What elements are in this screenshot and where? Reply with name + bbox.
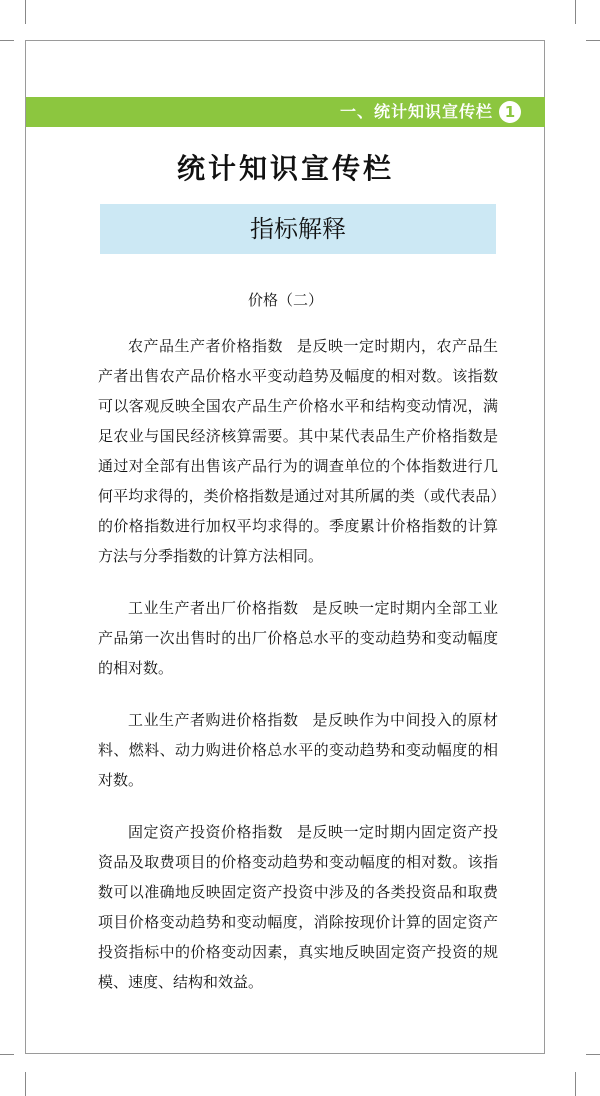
body-text	[98, 331, 498, 1019]
crop-mark	[25, 0, 26, 24]
crop-mark	[586, 40, 600, 41]
subtitle: 价格（二）	[247, 291, 323, 309]
page-title: 统计知识宣传栏	[176, 152, 394, 185]
crop-mark	[0, 1054, 14, 1055]
document-page	[25, 40, 545, 1054]
indicator-definition: 是反映一定时期内，农产品生产者出售农产品价格水平变动趋势及幅度的相对数。该指数可以客观反映全国农产品生产价格水平和结构变动情况，满足农业与国民经济核算需要。其中某代表品生产价格指数是通过对全部有出售该产品行为的调查单位的个体指数进行几何平均求得的，类价格指数是通过对其所属的类（或代表品）的价格指数进行加权平均求得的。季度累计价格指数的计算方法与分季指数的计算方法相同。	[98, 337, 498, 565]
paragraph	[98, 593, 498, 683]
indicator-term: 农产品生产者价格指数	[128, 337, 283, 355]
chapter-number-badge: 1	[499, 101, 521, 123]
indicator-term: 固定资产投资价格指数	[128, 823, 283, 841]
header-band-label: 一、统计知识宣传栏	[339, 102, 493, 121]
indicator-term: 工业生产者购进价格指数	[128, 711, 299, 729]
crop-mark	[25, 1072, 26, 1096]
indicator-definition: 是反映一定时期内全部工业产品第一次出售时的出厂价格总水平的变动趋势和变动幅度的相对数。	[98, 599, 498, 677]
paragraph	[98, 705, 498, 795]
crop-mark	[575, 0, 576, 24]
section-heading: 指标解释	[100, 204, 496, 254]
crop-mark	[586, 1054, 600, 1055]
indicator-definition: 是反映作为中间投入的原材料、燃料、动力购进价格总水平的变动趋势和变动幅度的相对数。	[98, 711, 498, 789]
paragraph	[98, 331, 498, 571]
indicator-definition: 是反映一定时期内固定资产投资品及取费项目的价格变动趋势和变动幅度的相对数。该指数可以准确地反映固定资产投资中涉及的各类投资品和取费项目价格变动趋势和变动幅度，消除按现价计算的固定资产投资指标中的价格变动因素，真实地反映固定资产投资的规模、速度、结构和效益。	[98, 823, 498, 991]
paragraph	[98, 817, 498, 997]
crop-mark	[0, 40, 14, 41]
crop-mark	[575, 1072, 576, 1096]
indicator-term: 工业生产者出厂价格指数	[128, 599, 299, 617]
header-band	[26, 97, 545, 127]
